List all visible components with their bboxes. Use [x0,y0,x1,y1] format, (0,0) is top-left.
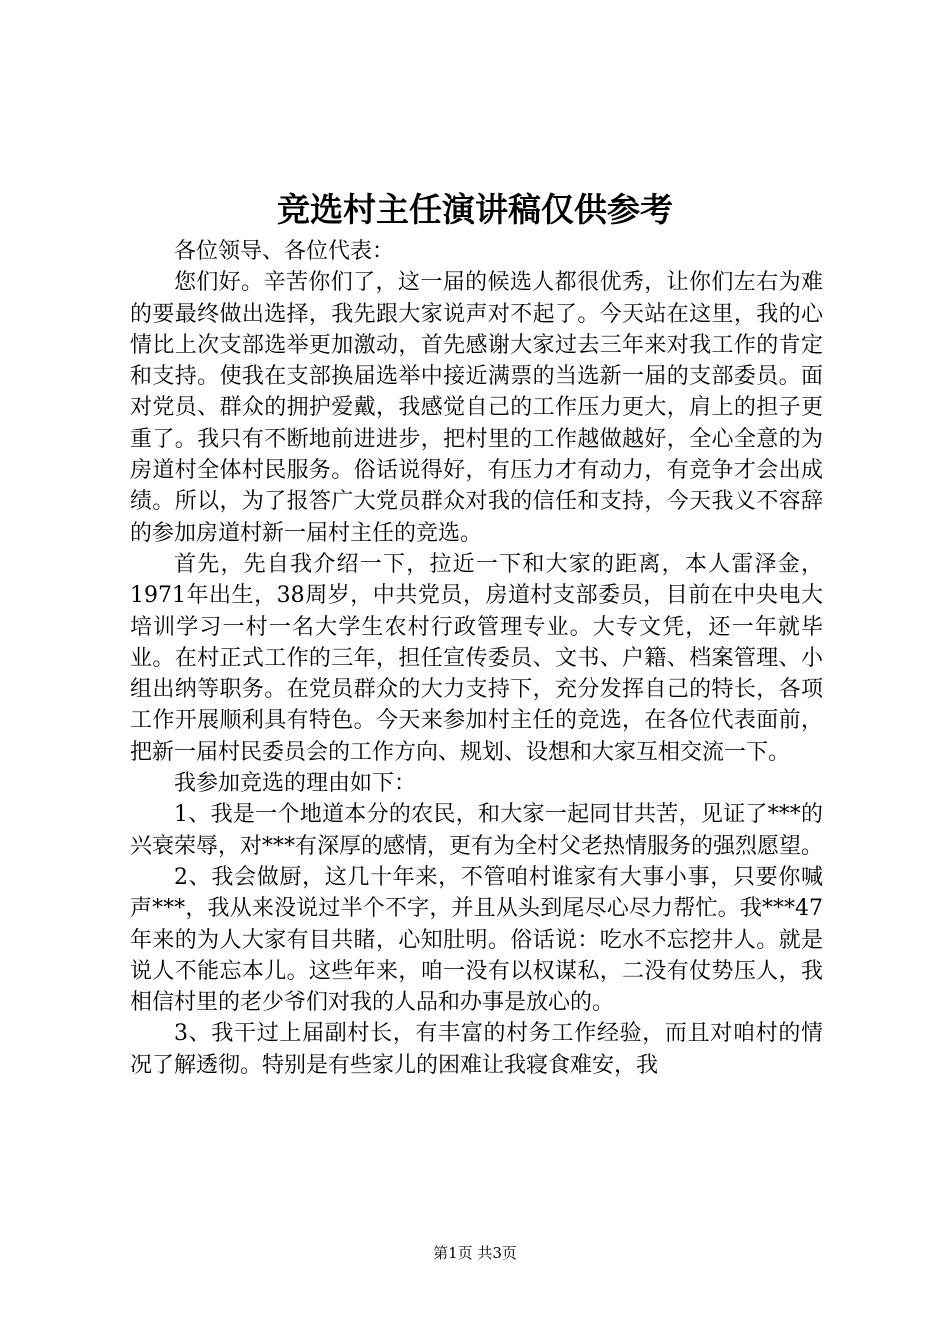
page-number-footer: 第1页 共3页 [433,1244,517,1262]
page-title: 竞选村主任演讲稿仅供参考 [277,190,673,229]
paragraph-salutation: 各位领导、各位代表： [174,239,395,264]
paragraph-reason-1: 1、我是一个地道本分的农民，和大家一起同甘共苦，见证了***的兴衰荣辱，对***有深厚的感情，更有为全村父老热情服务的强烈愿望。 [130,802,824,859]
paragraph-reason-2: 2、我会做厨，这几十年来，不管咱村谁家有大事小事，只要你喊声***，我从来没说过半个不字，并且从头到尾尽心尽力帮忙。我***47年来的为人大家有目共睹，心知肚明。俗话说：吃水不忘挖井人。就是说人不能忘本儿。这些年来，咱一没有以权谋私，二没有仗势压人，我相信村里的老少爷们对我的人品和办事是放心的。 [130,864,823,1016]
paragraph-reasons-heading: 我参加竞选的理由如下： [174,771,417,797]
paragraph-introduction: 首先，先自我介绍一下，拉近一下和大家的距离，本人雷泽金，1971年出生，38周岁，中共党员，房道村支部委员，目前在中央电大培训学习一村一名大学生农村行政管理专业。大专文凭，还一年就毕业。在村正式工作的三年，担任宣传委员、文书、户籍、档案管理、小组出纳等职务。在党员群众的大力支持下，充分发挥自己的特长，各项工作开展顺利具有特色。今天来参加村主任的竞选，在各位代表面前，把新一届村民委员会的工作方向、规划、设想和大家互相交流一下。 [130,551,823,765]
document-body [130,236,823,1081]
paragraph-greeting: 您们好。辛苦你们了，这一届的候选人都很优秀，让你们左右为难的要最终做出选择，我先跟大家说声对不起了。今天站在这里，我的心情比上次支部选举更加激动，首先感谢大家过去三年来对我工作的肯定和支持。使我在支部换届选举中接近满票的当选新一届的支部委员。面对党员、群众的拥护爱戴，我感觉自己的工作压力更大，肩上的担子更重了。我只有不断地前进进步，把村里的工作越做越好，全心全意的为房道村全体村民服务。俗话说得好，有压力才有动力，有竞争才会出成绩。所以，为了报答广大党员群众对我的信任和支持，今天我义不容辞的参加房道村新一届村主任的竞选。 [130,270,823,546]
paragraph-reason-3: 3、我干过上届副村长，有丰富的村务工作经验，而且对咱村的情况了解透彻。特别是有些家儿的困难让我寝食难安，我 [130,1021,823,1078]
